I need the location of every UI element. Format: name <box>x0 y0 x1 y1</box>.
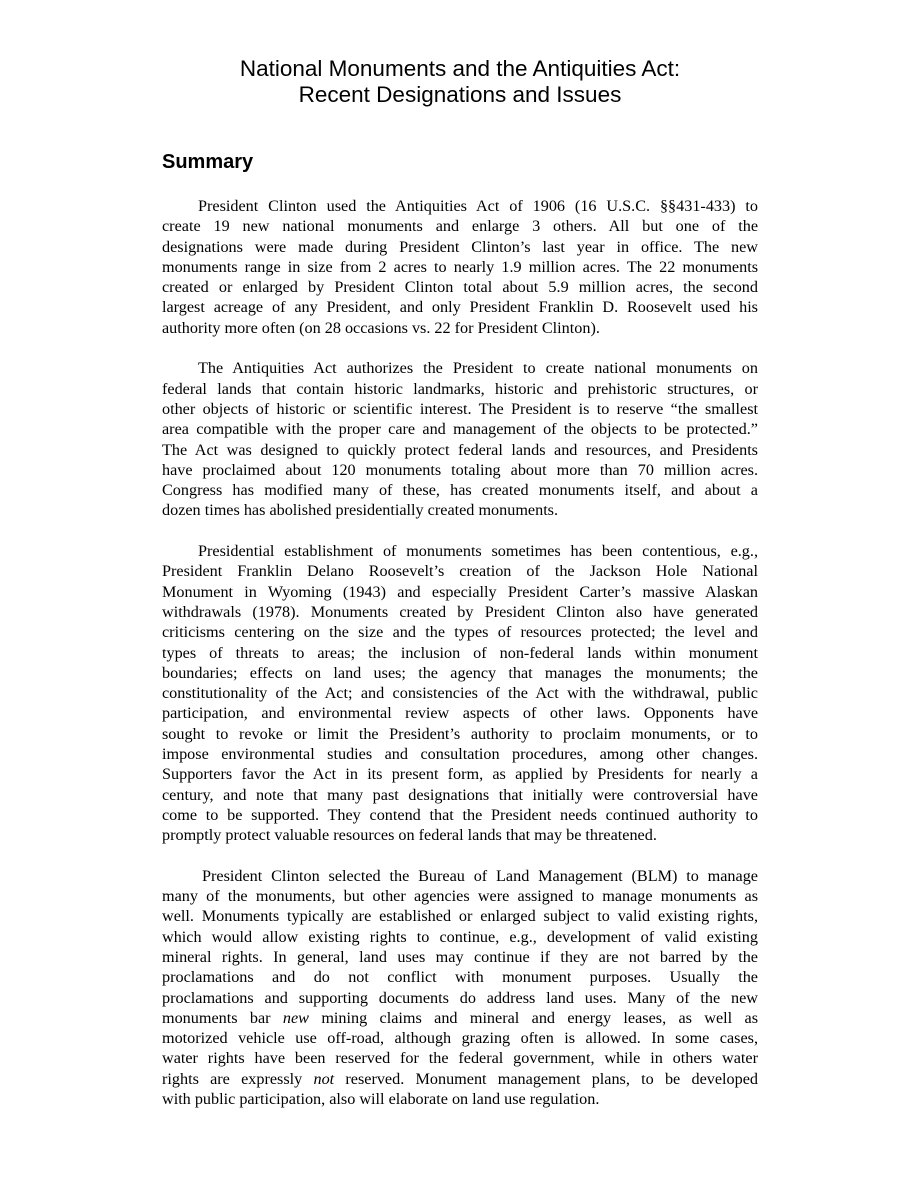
paragraph-1 <box>162 196 758 338</box>
paragraph-2 <box>162 358 758 520</box>
text-line: President Clinton selected the Bureau of Land Management (BLM) to manage <box>202 866 758 885</box>
text-line <box>162 1069 758 1089</box>
text-line: President Franklin Delano Roosevelt’s creation of the Jackson Hole National <box>162 562 758 581</box>
paragraph-3 <box>162 541 758 845</box>
text-line: largest acreage of any President, and only President Franklin D. Roosevelt used his <box>162 298 758 317</box>
text-line: criticisms centering on the size and the types of resources protected; the level and <box>162 623 758 642</box>
emphasis-text: not <box>313 1069 335 1088</box>
text-line: mineral rights. In general, land uses may continue if they are not barred by the <box>162 947 758 966</box>
text-line: have proclaimed about 120 monuments totaling about more than 70 million acres. <box>162 460 758 479</box>
text-line: boundaries; effects on land uses; the agency that manages the monuments; the <box>162 663 758 682</box>
text-line: come to be supported. They contend that the President needs continued authority to <box>162 805 758 824</box>
text-line: other objects of historic or scientific interest. The President is to reserve “the smallest <box>162 399 758 418</box>
text-line: constitutionality of the Act; and consistencies of the Act with the withdrawal, public <box>162 684 758 703</box>
text-line: authority more often (on 28 occasions vs. 22 for President Clinton). <box>162 318 600 337</box>
summary-body <box>162 196 758 1130</box>
text-line: water rights have been reserved for the federal government, while in others water <box>162 1049 758 1068</box>
text-line: motorized vehicle use off-road, although grazing often is allowed. In some cases, <box>162 1029 758 1048</box>
text-line: dozen times has abolished presidentially created monuments. <box>162 501 559 520</box>
text-line: Congress has modified many of these, has created monuments itself, and about a <box>162 481 758 500</box>
text-line: sought to revoke or limit the President’s authority to proclaim monuments, or to <box>162 724 758 743</box>
text-line: Presidential establishment of monuments sometimes has been contentious, e.g., <box>198 542 758 561</box>
text-segment: rights are expressly <box>162 1069 314 1088</box>
text-line: many of the monuments, but other agencies were assigned to manage monuments as <box>162 887 758 906</box>
text-line: designations were made during President Clinton’s last year in office. The new <box>162 237 758 256</box>
title-line-2: Recent Designations and Issues <box>298 82 622 107</box>
text-line: participation, and environmental review aspects of other laws. Opponents have <box>162 704 758 723</box>
text-segment: monuments bar <box>162 1008 283 1027</box>
emphasis-text: new <box>282 1008 309 1027</box>
text-line: impose environmental studies and consultation procedures, among other changes. <box>162 745 758 764</box>
text-line: monuments range in size from 2 acres to nearly 1.9 million acres. The 22 monuments <box>162 257 758 276</box>
text-line: created or enlarged by President Clinton total about 5.9 million acres, the second <box>162 278 758 297</box>
text-line: proclamations and supporting documents do address land uses. Many of the new <box>162 988 758 1007</box>
text-line: which would allow existing rights to continue, e.g., development of valid existing <box>162 927 758 946</box>
text-line: federal lands that contain historic landmarks, historic and prehistoric structures, or <box>162 379 758 398</box>
text-line: well. Monuments typically are established or enlarged subject to valid existing rights, <box>162 907 758 926</box>
text-line: The Antiquities Act authorizes the President to create national monuments on <box>198 359 758 378</box>
text-segment: reserved. Monument management plans, to be developed <box>334 1069 758 1088</box>
text-line: types of threats to areas; the inclusion of non-federal lands within monument <box>162 643 758 662</box>
title-line-1: National Monuments and the Antiquities Act: <box>239 56 681 81</box>
text-line: century, and note that many past designations that initially were controversial have <box>162 785 758 804</box>
text-line: President Clinton used the Antiquities Act of 1906 (16 U.S.C. §§431-433) to <box>198 197 758 215</box>
text-line: The Act was designed to quickly protect federal lands and resources, and Presidents <box>162 440 758 459</box>
text-segment: mining claims and mineral and energy leases, as well as <box>308 1008 759 1027</box>
text-line: create 19 new national monuments and enlarge 3 others. All but one of the <box>162 217 758 236</box>
text-line <box>162 1008 758 1028</box>
text-line: proclamations and do not conflict with monument purposes. Usually the <box>162 968 758 987</box>
section-heading: Summary <box>162 151 254 173</box>
text-line: with public participation, also will elaborate on land use regulation. <box>162 1090 600 1109</box>
text-line: Monument in Wyoming (1943) and especially President Carter’s massive Alaskan <box>162 582 758 601</box>
document-title <box>162 56 758 108</box>
text-line: withdrawals (1978). Monuments created by President Clinton also have generated <box>162 602 758 621</box>
paragraph-4 <box>162 866 758 1110</box>
text-line: promptly protect valuable resources on federal lands that may be threatened. <box>162 826 657 845</box>
text-line: area compatible with the proper care and management of the objects to be protected.” <box>162 420 758 439</box>
text-line: Supporters favor the Act in its present form, as applied by Presidents for nearly a <box>162 765 758 784</box>
